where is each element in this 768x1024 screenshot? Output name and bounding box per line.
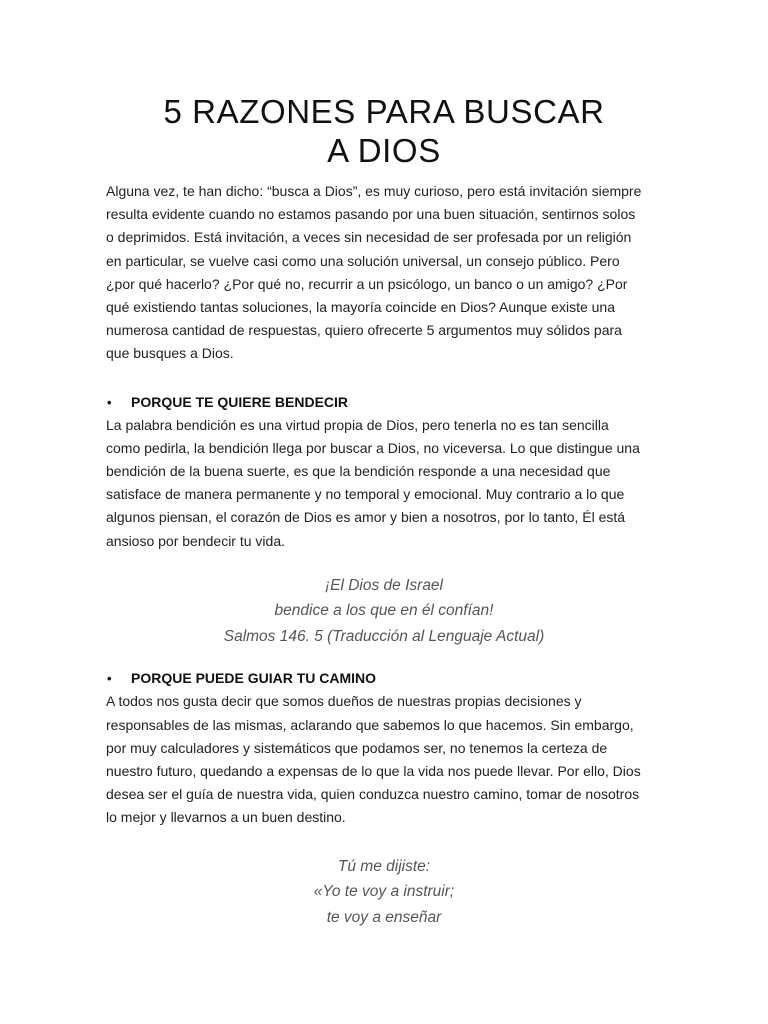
section-heading-2: [106, 667, 662, 690]
section-heading-text: PORQUE PUEDE GUIAR TU CAMINO: [131, 670, 377, 687]
body-line: lo mejor y llevarnos a un buen destino.: [106, 809, 346, 826]
body-line: ansioso por bendecir tu vida.: [106, 532, 285, 549]
body-line: desea ser el guía de nuestra vida, quien conduzca nuestro camino, tomar de nosotros: [106, 786, 640, 803]
quote-line: «Yo te voy a instruir;: [313, 883, 455, 901]
quote-line: bendice a los que en él confían!: [274, 602, 494, 620]
scripture-quote-2: [106, 854, 662, 931]
intro-line: o deprimidos. Está invitación, a veces sin necesidad de ser profesada por un religión: [106, 229, 632, 246]
quote-line: ¡El Dios de Israel: [324, 576, 443, 594]
intro-line: numerosa cantidad de respuestas, quiero ofrecerte 5 argumentos muy sólidos para: [106, 322, 622, 339]
body-line: algunos piensan, el corazón de Dios es amor y bien a nosotros, por lo tanto, Él está: [106, 509, 626, 526]
intro-line: ¿por qué hacerlo? ¿Por qué no, recurrir a un psicólogo, un banco o un amigo? ¿Por: [106, 275, 628, 292]
body-line: satisface de manera permanente y no temporal y emocional. Muy contrario a lo que: [106, 486, 625, 503]
body-line: responsables de las mismas, aclarando que sabemos lo que hacemos. Sin embargo,: [106, 716, 634, 733]
section-body-1: [106, 414, 662, 553]
section-heading-text: PORQUE TE QUIERE BENDECIR: [131, 393, 349, 410]
intro-paragraph: [106, 180, 662, 366]
intro-line: en particular, se vuelve casi como una solución universal, un consejo público. Pero: [106, 252, 620, 269]
body-line: A todos nos gusta decir que somos dueños de nuestras propias decisiones y: [106, 693, 582, 710]
scripture-quote-1: [106, 573, 662, 650]
intro-line: qué existiendo tantas soluciones, la mayoría coincide en Dios? Aunque existe una: [106, 299, 615, 316]
section-heading-1: [106, 391, 662, 414]
body-line: nuestro futuro, quedando a expensas de lo que la vida nos puede llevar. Por ello, Dios: [106, 762, 641, 779]
quote-line: Tú me dijiste:: [337, 857, 431, 875]
intro-line: que busques a Dios.: [106, 345, 234, 362]
bullet-icon: •: [107, 394, 112, 410]
section-body-2: [106, 690, 662, 829]
body-line: bendición de la buena suerte, es que la bendición responde a una necesidad que: [106, 463, 611, 480]
body-line: por muy calculadores y sistemáticos que podamos ser, no tenemos la certeza de: [106, 739, 608, 756]
bullet-icon: •: [107, 671, 112, 687]
quote-line: Salmos 146. 5 (Traducción al Lenguaje Actual): [223, 627, 545, 645]
intro-line: resulta evidente cuando no estamos pasando por una buen situación, sentirnos solos: [106, 206, 636, 223]
body-line: como pedirla, la bendición llega por buscar a Dios, no viceversa. Lo que distingue una: [106, 439, 640, 456]
body-line: La palabra bendición es una virtud propia de Dios, pero tenerla no es tan sencilla: [106, 416, 609, 433]
document-page: [106, 0, 662, 930]
intro-line: Alguna vez, te han dicho: “busca a Dios”, es muy curioso, pero está invitación siempre: [106, 183, 642, 199]
quote-line: te voy a enseñar: [326, 908, 442, 926]
document-title: 5 RAZONES PARA BUSCAR A DIOS: [163, 93, 605, 169]
